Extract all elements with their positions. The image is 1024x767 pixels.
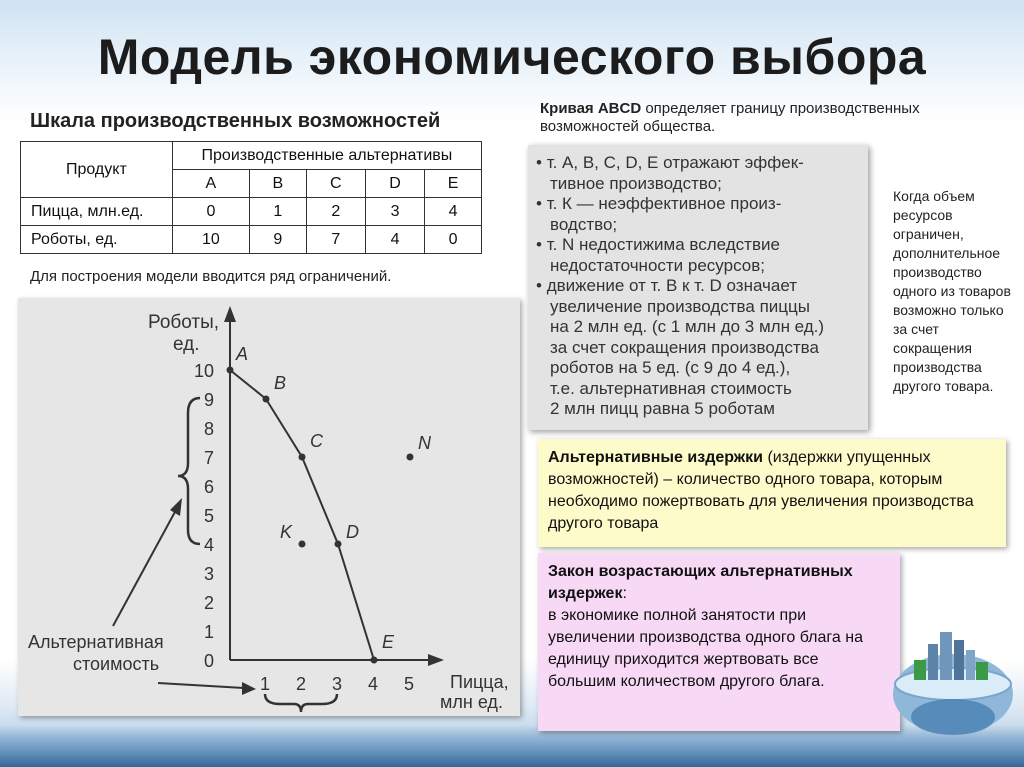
law-definition: в экономике полной занятости при увеличении производства одного блага на единицу приходится жертвовать все большим количеством другого блага.	[548, 607, 863, 690]
table-header-row	[21, 142, 482, 170]
alt-cost-box	[538, 439, 1006, 547]
table-cell: 3	[365, 198, 424, 226]
curve-description	[540, 100, 990, 136]
point-b-label: B	[274, 373, 287, 393]
law-colon: :	[622, 585, 627, 602]
constraint-text: Для построения модели вводится ряд ограничений.	[30, 268, 392, 285]
y-axis-arrow	[224, 306, 236, 322]
point-c-label: C	[310, 431, 323, 451]
table-cell: 0	[425, 226, 482, 254]
header-product: Продукт	[21, 142, 173, 198]
y-tick-label: 9	[203, 390, 214, 410]
y-tick-label: 0	[203, 651, 214, 671]
y-tick-label: 3	[203, 564, 214, 584]
ppf-table	[20, 141, 482, 254]
alt-cost-definition: (издержки упущенных возможностей) – количество одного товара, которым необходимо пожертвовать для увеличения производства другого товара	[548, 449, 974, 532]
page-title: Модель экономического выбора	[97, 29, 927, 85]
point-a-marker	[227, 367, 234, 374]
point-k-label: K	[280, 522, 293, 542]
table-cell: 7	[306, 226, 365, 254]
y-ticks	[194, 361, 214, 671]
ppf-graph-svg	[18, 298, 520, 716]
point-d-label: D	[346, 522, 359, 542]
table-cell: 4	[365, 226, 424, 254]
row-label: Пицца, млн.ед.	[21, 198, 173, 226]
alt-cost-arrow-right-head	[242, 682, 256, 695]
alt-cost-arrow-up-head	[170, 498, 182, 516]
table-cell: 2	[306, 198, 365, 226]
bottom-brace	[265, 694, 337, 712]
scan-line: тивное производство;	[550, 173, 722, 193]
table-row	[21, 226, 482, 254]
letter-cell: D	[365, 170, 424, 198]
scan-line: увеличение производства пиццы	[550, 296, 810, 316]
y-tick-label: 4	[203, 535, 214, 555]
curve-desc-text: определяет границу производственных возможностей общества.	[540, 100, 920, 135]
alt-cost-label-2: стоимость	[73, 654, 160, 674]
alt-cost-term: Альтернативные издержки	[548, 449, 763, 466]
alt-cost-arrow-right	[158, 683, 244, 688]
scan-line: недостаточности ресурсов;	[550, 255, 765, 275]
point-b-marker	[263, 396, 270, 403]
y-tick-label: 10	[193, 361, 214, 381]
y-tick-label: 1	[203, 622, 214, 642]
table-cell: 10	[172, 226, 249, 254]
point-k-marker	[299, 541, 306, 548]
scan-line: т.е. альтернативная стоимость	[550, 378, 792, 398]
points-explanation-box	[528, 145, 868, 430]
y-tick-label: 2	[203, 593, 214, 613]
alt-cost-arrow-up	[113, 510, 176, 626]
scan-line: роботов на 5 ед. (с 9 до 4 ед.),	[550, 358, 791, 377]
y-tick-label: 7	[203, 448, 214, 468]
law-box	[538, 553, 900, 731]
x-axis-label-2: млн ед.	[440, 692, 503, 712]
x-tick-label: 5	[403, 674, 415, 694]
bottom-band	[0, 725, 1024, 767]
scan-line: • т. К — неэффективное произ-	[536, 194, 862, 215]
scan-line: • т. А, В, С, D, Е отражают эффек-	[536, 153, 862, 174]
x-axis-label-1: Пицца,	[450, 672, 509, 692]
scan-line: 2 млн пицц равна 5 роботам	[550, 399, 775, 418]
table-row	[21, 198, 482, 226]
table-cell: 4	[425, 198, 482, 226]
side-note: Когда объем ресурсов ограничен, дополнительное производство одного из товаров возможно только за счет сокращения производства другого товара.	[893, 188, 1011, 394]
table-cell: 1	[250, 198, 307, 226]
law-term: Закон возрастающих альтернативных издержек	[548, 563, 853, 602]
scan-line: • т. N недостижима вследствие	[536, 235, 862, 256]
y-tick-label: 6	[203, 477, 214, 497]
ppf-curve	[230, 370, 374, 660]
scan-line: за счет сокращения производства	[550, 337, 819, 357]
header-alternatives: Производственные альтернативы	[172, 142, 481, 170]
letter-cell: A	[172, 170, 249, 198]
ppf-graph	[18, 298, 520, 716]
point-a-label: A	[236, 344, 249, 364]
x-tick-label: 3	[331, 674, 343, 694]
curve-desc-bold: Кривая ABCD	[540, 100, 642, 117]
globe-city-icon	[888, 622, 1018, 747]
y-tick-label: 8	[203, 419, 214, 439]
letter-cell: E	[425, 170, 482, 198]
y-tick-label: 5	[203, 506, 214, 526]
left-brace	[178, 398, 200, 544]
y-axis-label-2: ед.	[173, 334, 200, 355]
x-tick-label: 2	[295, 674, 307, 694]
row-label: Роботы, ед.	[21, 226, 173, 254]
point-n-label: N	[418, 433, 431, 453]
point-n-marker	[407, 454, 414, 461]
letter-cell: C	[306, 170, 365, 198]
table-cell: 9	[250, 226, 307, 254]
scan-line: на 2 млн ед. (с 1 млн до 3 млн ед.)	[550, 317, 825, 336]
table-cell: 0	[172, 198, 249, 226]
point-e-marker	[371, 657, 378, 664]
x-axis-arrow	[428, 654, 444, 666]
y-axis-label-1: Роботы,	[148, 312, 220, 333]
x-ticks	[260, 674, 414, 694]
scan-line: водство;	[550, 214, 618, 234]
point-d-marker	[335, 541, 342, 548]
scan-line: • движение от т. В к т. D означает	[536, 276, 862, 297]
table-subtitle: Шкала производственных возможностей	[30, 110, 441, 132]
point-c-marker	[299, 454, 306, 461]
point-e-label: E	[382, 632, 395, 652]
alt-cost-label-1: Альтернативная	[28, 632, 164, 652]
letter-cell: B	[250, 170, 307, 198]
x-tick-label: 1	[259, 674, 271, 694]
x-tick-label: 4	[367, 674, 379, 694]
